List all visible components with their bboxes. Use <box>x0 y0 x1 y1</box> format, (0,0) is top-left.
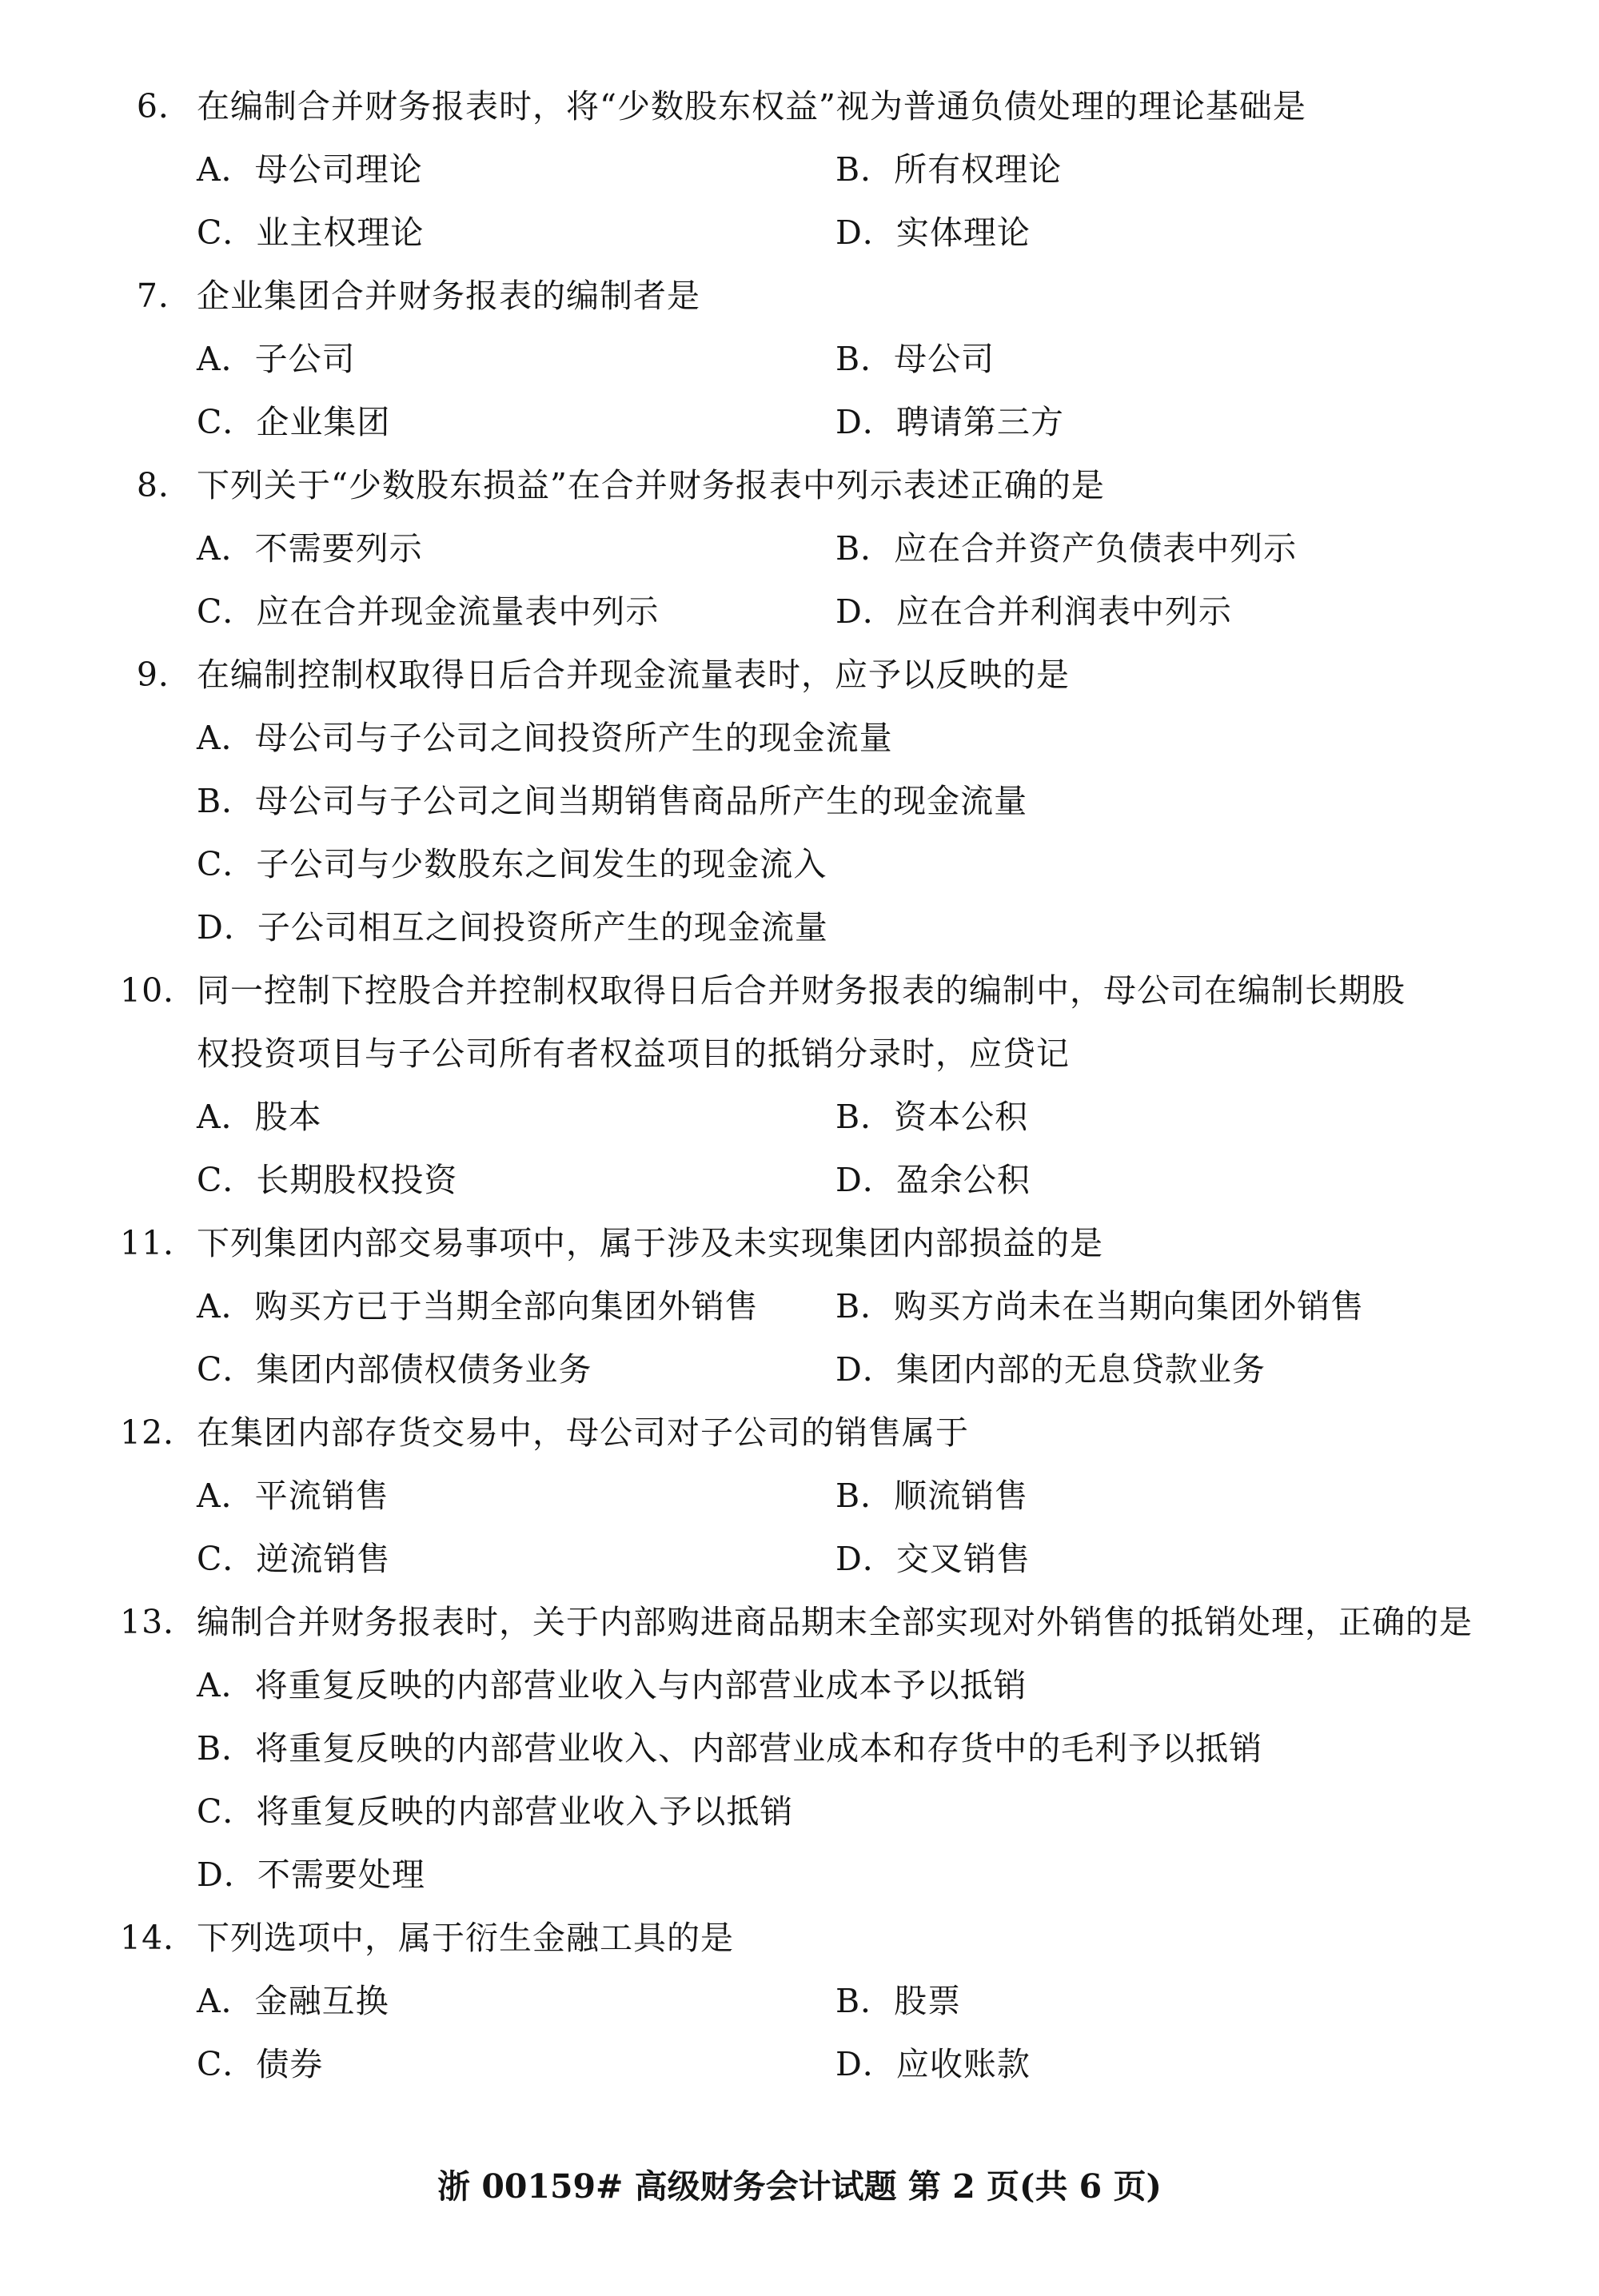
question-stem: 同一控制下控股合并控制权取得日后合并财务报表的编制中，母公司在编制长期股 <box>197 971 1406 1010</box>
question-number: 10． <box>120 971 197 1010</box>
option-b: B．所有权理论 <box>835 150 1063 189</box>
option-a: A．子公司 <box>197 340 356 378</box>
question-stem: 编制合并财务报表时，关于内部购进商品期末全部实现对外销售的抵销处理，正确的是 <box>197 1603 1473 1641</box>
option-c: C．业主权理论 <box>197 213 425 252</box>
option-d: D．不需要处理 <box>197 1856 425 1894</box>
option-c: C．企业集团 <box>197 403 391 441</box>
option-d: D．盈余公积 <box>835 1161 1031 1199</box>
question-number: 6． <box>136 87 192 126</box>
question-stem: 下列集团内部交易事项中，属于涉及未实现集团内部损益的是 <box>197 1224 1103 1262</box>
question-stem: 下列选项中，属于衍生金融工具的是 <box>197 1919 734 1957</box>
option-b: B．母公司 <box>835 340 995 378</box>
question-number: 9． <box>136 656 192 694</box>
option-b: B．资本公积 <box>835 1098 1029 1136</box>
option-d: D．应在合并利润表中列示 <box>835 592 1232 631</box>
option-a: A．母公司与子公司之间投资所产生的现金流量 <box>197 719 893 757</box>
page-footer: 浙 00159# 高级财务会计试题 第 2 页(共 6 页) <box>437 2167 1162 2206</box>
question-number: 11． <box>120 1224 197 1262</box>
option-b: B．股票 <box>835 1982 962 2020</box>
option-b: B．将重复反映的内部营业收入、内部营业成本和存货中的毛利予以抵销 <box>197 1729 1263 1768</box>
question-stem: 下列关于“少数股东损益”在合并财务报表中列示表述正确的是 <box>197 466 1105 504</box>
option-d: D．聘请第三方 <box>835 403 1064 441</box>
option-a: A．股本 <box>197 1098 322 1136</box>
option-a: A．金融互换 <box>197 1982 389 2020</box>
question-stem: 在编制合并财务报表时，将“少数股东权益”视为普通负债处理的理论基础是 <box>197 87 1306 126</box>
option-a: A．母公司理论 <box>197 150 423 189</box>
question-stem: 在集团内部存货交易中，母公司对子公司的销售属于 <box>197 1413 969 1452</box>
question-number: 12． <box>120 1413 197 1452</box>
option-a: A．平流销售 <box>197 1477 389 1515</box>
question-stem-continued: 权投资项目与子公司所有者权益项目的抵销分录时，应贷记 <box>197 1034 1070 1073</box>
option-c: C．债券 <box>197 2045 324 2083</box>
option-c: C．将重复反映的内部营业收入予以抵销 <box>197 1792 794 1831</box>
option-c: C．长期股权投资 <box>197 1161 458 1199</box>
option-b: B．顺流销售 <box>835 1477 1029 1515</box>
question-number: 13． <box>120 1603 197 1641</box>
question-stem: 企业集团合并财务报表的编制者是 <box>197 277 700 315</box>
option-c: C．子公司与少数股东之间发生的现金流入 <box>197 845 827 883</box>
question-number: 7． <box>136 277 192 315</box>
option-d: D．实体理论 <box>835 213 1031 252</box>
option-b: B．购买方尚未在当期向集团外销售 <box>835 1287 1365 1325</box>
option-a: A．购买方已于当期全部向集团外销售 <box>197 1287 759 1325</box>
option-c: C．集团内部债权债务业务 <box>197 1350 592 1389</box>
option-d: D．集团内部的无息贷款业务 <box>835 1350 1266 1389</box>
option-b: B．母公司与子公司之间当期销售商品所产生的现金流量 <box>197 782 1028 820</box>
question-number: 8． <box>136 466 192 504</box>
option-b: B．应在合并资产负债表中列示 <box>835 529 1298 568</box>
option-a: A．不需要列示 <box>197 529 423 568</box>
question-number: 14． <box>120 1919 197 1957</box>
option-d: D．子公司相互之间投资所产生的现金流量 <box>197 908 828 947</box>
option-d: D．交叉销售 <box>835 1540 1031 1578</box>
option-a: A．将重复反映的内部营业收入与内部营业成本予以抵销 <box>197 1666 1027 1704</box>
option-d: D．应收账款 <box>835 2045 1031 2083</box>
option-c: C．应在合并现金流量表中列示 <box>197 592 660 631</box>
option-c: C．逆流销售 <box>197 1540 391 1578</box>
question-stem: 在编制控制权取得日后合并现金流量表时，应予以反映的是 <box>197 656 1070 694</box>
